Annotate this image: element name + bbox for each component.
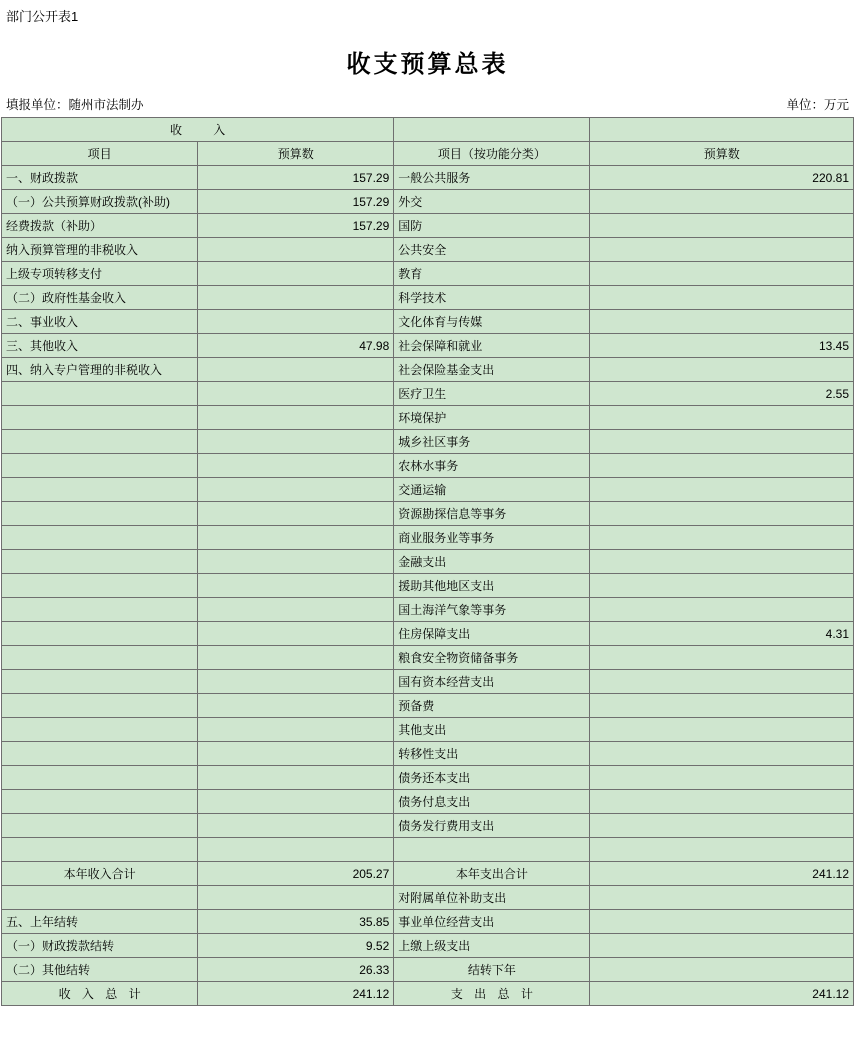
income-value <box>198 694 394 718</box>
table-row <box>2 214 854 238</box>
meta-row <box>0 95 855 117</box>
income-item: 上级专项转移支付 <box>2 262 198 286</box>
table-row <box>2 718 854 742</box>
income-value <box>198 838 394 862</box>
income-value <box>198 502 394 526</box>
income-value <box>198 310 394 334</box>
expense-item <box>394 838 590 862</box>
income-item <box>2 478 198 502</box>
expense-item: 文化体育与传媒 <box>394 310 590 334</box>
income-value <box>198 262 394 286</box>
income-value <box>198 718 394 742</box>
income-item <box>2 382 198 406</box>
table-row <box>2 958 854 982</box>
table-row <box>2 238 854 262</box>
expense-item: 一般公共服务 <box>394 166 590 190</box>
expense-value <box>590 574 854 598</box>
expense-value <box>590 646 854 670</box>
income-value <box>198 622 394 646</box>
income-item: 五、上年结转 <box>2 910 198 934</box>
income-item <box>2 646 198 670</box>
expense-item: 债务发行费用支出 <box>394 814 590 838</box>
income-value <box>198 670 394 694</box>
subtotal-row <box>2 862 854 886</box>
income-item <box>2 502 198 526</box>
amount-unit: 单位：万元 <box>786 98 849 112</box>
income-item <box>2 550 198 574</box>
table-row <box>2 598 854 622</box>
income-value <box>198 526 394 550</box>
income-value <box>198 766 394 790</box>
income-item <box>2 454 198 478</box>
expense-item: 国防 <box>394 214 590 238</box>
expense-item: 资源勘探信息等事务 <box>394 502 590 526</box>
group-header-expense-right <box>590 118 854 142</box>
table-row <box>2 910 854 934</box>
expense-item: 预备费 <box>394 694 590 718</box>
carryover-next-year-label: 结转下年 <box>394 958 590 982</box>
table-row <box>2 550 854 574</box>
expense-value <box>590 358 854 382</box>
expense-item: 环境保护 <box>394 406 590 430</box>
expense-item: 对附属单位补助支出 <box>394 886 590 910</box>
table-row <box>2 838 854 862</box>
table-row <box>2 382 854 406</box>
income-subtotal-label: 本年收入合计 <box>2 862 198 886</box>
income-value <box>198 358 394 382</box>
expense-value <box>590 406 854 430</box>
expense-item: 社会保险基金支出 <box>394 358 590 382</box>
table-row <box>2 814 854 838</box>
income-item <box>2 622 198 646</box>
income-value: 157.29 <box>198 214 394 238</box>
table-row <box>2 790 854 814</box>
income-item <box>2 886 198 910</box>
expense-value <box>590 214 854 238</box>
income-value <box>198 814 394 838</box>
expense-item: 公共安全 <box>394 238 590 262</box>
income-value: 26.33 <box>198 958 394 982</box>
expense-item: 事业单位经营支出 <box>394 910 590 934</box>
expense-item: 国有资本经营支出 <box>394 670 590 694</box>
expense-value <box>590 454 854 478</box>
expense-value <box>590 814 854 838</box>
table-row <box>2 646 854 670</box>
expense-value <box>590 190 854 214</box>
expense-value <box>590 910 854 934</box>
expense-item: 住房保障支出 <box>394 622 590 646</box>
income-value: 157.29 <box>198 166 394 190</box>
income-item <box>2 598 198 622</box>
income-item: 纳入预算管理的非税收入 <box>2 238 198 262</box>
income-value <box>198 286 394 310</box>
income-item: 经费拨款（补助） <box>2 214 198 238</box>
income-value <box>198 382 394 406</box>
page-title: 收支预算总表 <box>346 51 509 78</box>
income-item: 二、事业收入 <box>2 310 198 334</box>
table-column-header-row <box>2 142 854 166</box>
income-item <box>2 574 198 598</box>
income-subtotal-value: 205.27 <box>198 862 394 886</box>
expense-value <box>590 262 854 286</box>
expense-item: 交通运输 <box>394 478 590 502</box>
reporting-unit-value: 随州市法制办 <box>68 98 144 112</box>
table-row <box>2 670 854 694</box>
income-value <box>198 886 394 910</box>
column-header-income-item: 项目 <box>2 142 198 166</box>
table-row <box>2 694 854 718</box>
group-header-expense-left <box>394 118 590 142</box>
income-value: 157.29 <box>198 190 394 214</box>
expense-item: 教育 <box>394 262 590 286</box>
column-header-income-budget: 预算数 <box>198 142 394 166</box>
form-label: 部门公开表1 <box>6 9 79 24</box>
expense-item: 债务付息支出 <box>394 790 590 814</box>
expense-item: 农林水事务 <box>394 454 590 478</box>
income-item <box>2 838 198 862</box>
income-item <box>2 742 198 766</box>
income-item: 一、财政拨款 <box>2 166 198 190</box>
income-value: 35.85 <box>198 910 394 934</box>
table-row <box>2 406 854 430</box>
expense-item: 商业服务业等事务 <box>394 526 590 550</box>
income-item <box>2 766 198 790</box>
table-row <box>2 766 854 790</box>
income-value <box>198 574 394 598</box>
expense-subtotal-value: 241.12 <box>590 862 854 886</box>
expense-value: 220.81 <box>590 166 854 190</box>
income-grand-total-value: 241.12 <box>198 982 394 1006</box>
expense-item: 粮食安全物资储备事务 <box>394 646 590 670</box>
expense-item: 社会保障和就业 <box>394 334 590 358</box>
expense-item: 转移性支出 <box>394 742 590 766</box>
table-row <box>2 262 854 286</box>
income-value: 47.98 <box>198 334 394 358</box>
expense-value: 2.55 <box>590 382 854 406</box>
table-row <box>2 334 854 358</box>
income-value <box>198 790 394 814</box>
expense-item: 援助其他地区支出 <box>394 574 590 598</box>
income-item <box>2 814 198 838</box>
table-row <box>2 574 854 598</box>
income-item <box>2 526 198 550</box>
reporting-unit-label: 填报单位： <box>6 98 69 112</box>
column-header-expense-item: 项目（按功能分类） <box>394 142 590 166</box>
table-row <box>2 454 854 478</box>
income-item: （二）政府性基金收入 <box>2 286 198 310</box>
expense-item: 国土海洋气象等事务 <box>394 598 590 622</box>
expense-value <box>590 742 854 766</box>
expense-value: 13.45 <box>590 334 854 358</box>
expense-grand-total-value: 241.12 <box>590 982 854 1006</box>
table-row <box>2 622 854 646</box>
income-value: 9.52 <box>198 934 394 958</box>
expense-value <box>590 766 854 790</box>
table-body <box>2 118 854 1006</box>
income-value <box>198 742 394 766</box>
expense-value <box>590 598 854 622</box>
income-item <box>2 718 198 742</box>
income-value <box>198 454 394 478</box>
expense-value: 4.31 <box>590 622 854 646</box>
income-item <box>2 430 198 454</box>
expense-grand-total-label: 支 出 总 计 <box>394 982 590 1006</box>
expense-value <box>590 958 854 982</box>
income-item: （二）其他结转 <box>2 958 198 982</box>
income-value <box>198 598 394 622</box>
expense-value <box>590 550 854 574</box>
expense-item: 金融支出 <box>394 550 590 574</box>
expense-item: 科学技术 <box>394 286 590 310</box>
expense-item: 医疗卫生 <box>394 382 590 406</box>
income-grand-total-label: 收 入 总 计 <box>2 982 198 1006</box>
table-row <box>2 742 854 766</box>
grand-total-row <box>2 982 854 1006</box>
table-row <box>2 886 854 910</box>
expense-value <box>590 286 854 310</box>
income-value <box>198 550 394 574</box>
budget-table <box>1 117 854 1006</box>
expense-item: 债务还本支出 <box>394 766 590 790</box>
expense-value <box>590 718 854 742</box>
table-row <box>2 310 854 334</box>
expense-item: 城乡社区事务 <box>394 430 590 454</box>
income-value <box>198 406 394 430</box>
income-item <box>2 694 198 718</box>
reporting-unit <box>6 95 144 113</box>
expense-value <box>590 310 854 334</box>
table-row <box>2 478 854 502</box>
expense-item: 上缴上级支出 <box>394 934 590 958</box>
expense-value <box>590 238 854 262</box>
income-item: （一）财政拨款结转 <box>2 934 198 958</box>
expense-item: 外交 <box>394 190 590 214</box>
income-item: （一）公共预算财政拨款(补助) <box>2 190 198 214</box>
expense-value <box>590 526 854 550</box>
table-group-header-row <box>2 118 854 142</box>
income-item <box>2 670 198 694</box>
expense-item: 其他支出 <box>394 718 590 742</box>
income-value <box>198 238 394 262</box>
expense-value <box>590 502 854 526</box>
expense-value <box>590 670 854 694</box>
expense-subtotal-label: 本年支出合计 <box>394 862 590 886</box>
expense-value <box>590 838 854 862</box>
expense-value <box>590 430 854 454</box>
expense-value <box>590 478 854 502</box>
table-row <box>2 934 854 958</box>
income-value <box>198 478 394 502</box>
column-header-expense-budget: 预算数 <box>590 142 854 166</box>
expense-value <box>590 790 854 814</box>
table-row <box>2 502 854 526</box>
table-row <box>2 430 854 454</box>
income-value <box>198 430 394 454</box>
group-header-income: 收 入 <box>2 118 394 142</box>
income-item <box>2 790 198 814</box>
income-value <box>198 646 394 670</box>
table-row <box>2 166 854 190</box>
income-item: 四、纳入专户管理的非税收入 <box>2 358 198 382</box>
expense-value <box>590 694 854 718</box>
expense-value <box>590 886 854 910</box>
table-row <box>2 190 854 214</box>
table-row <box>2 286 854 310</box>
income-item: 三、其他收入 <box>2 334 198 358</box>
table-row <box>2 358 854 382</box>
table-row <box>2 526 854 550</box>
income-item <box>2 406 198 430</box>
expense-value <box>590 934 854 958</box>
